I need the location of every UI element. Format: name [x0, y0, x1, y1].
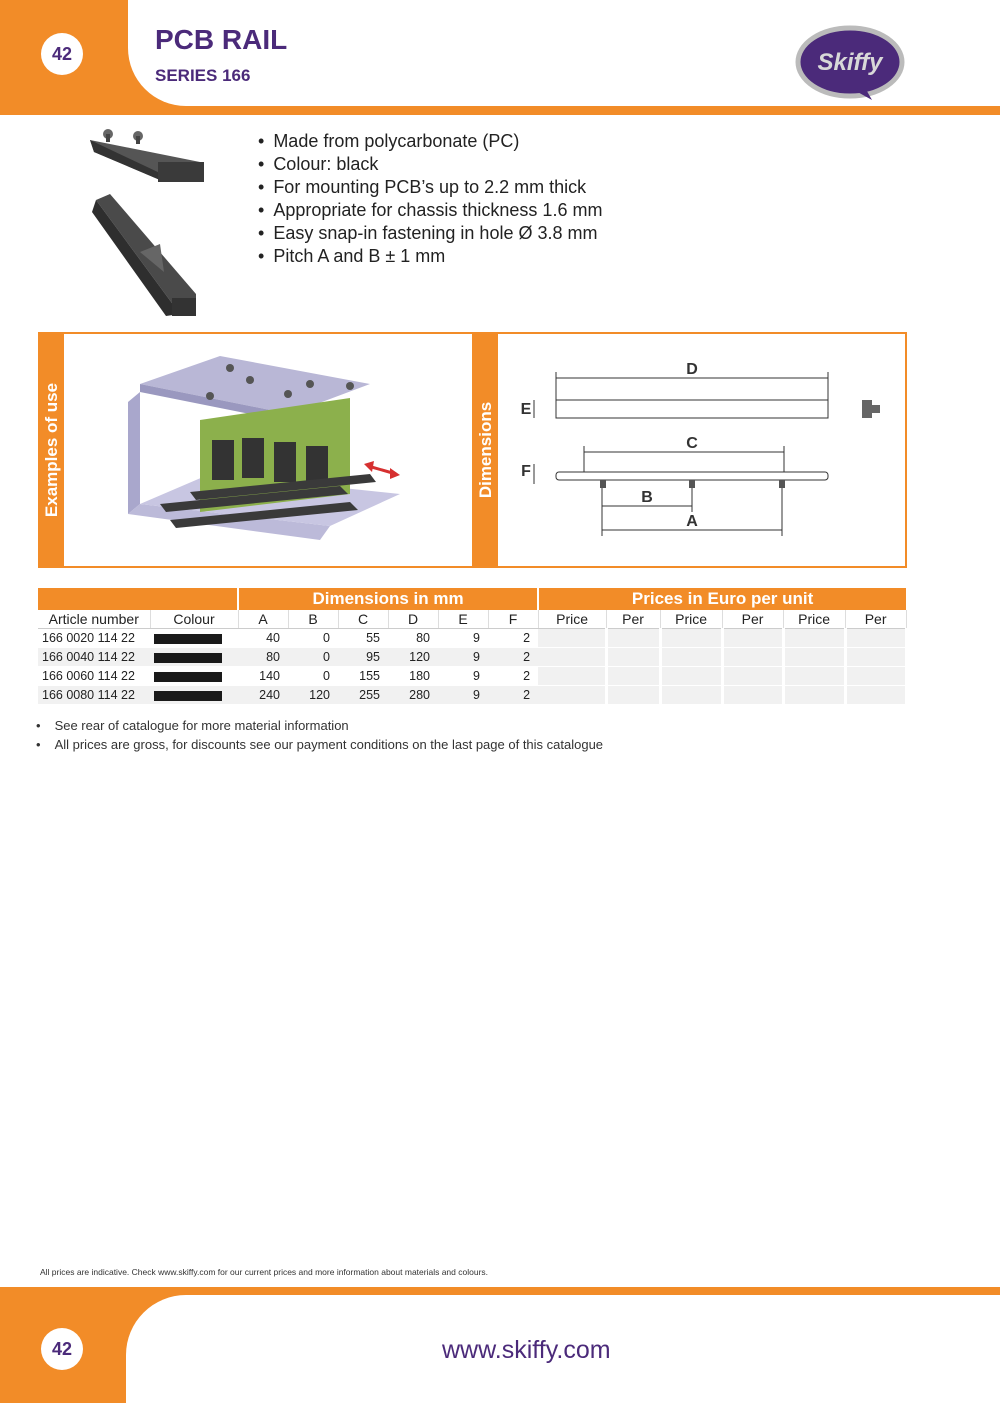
per-cell [606, 686, 660, 705]
col-header-c: C [338, 610, 388, 629]
product-image [80, 122, 210, 327]
dim-c: 55 [338, 629, 388, 648]
dim-label-b: B [641, 489, 653, 506]
feature-item: • Colour: black [258, 153, 602, 176]
dim-c: 95 [338, 648, 388, 667]
dim-b: 120 [288, 686, 338, 705]
page-subtitle: SERIES 166 [155, 66, 251, 85]
col-header-article: Article number [38, 610, 150, 629]
feature-item: • For mounting PCB’s up to 2.2 mm thick [258, 176, 602, 199]
price-cell [783, 667, 845, 686]
table-row [38, 629, 906, 648]
dim-d: 280 [388, 686, 438, 705]
footer-url-link[interactable]: www.skiffy.com [442, 1336, 611, 1364]
per-cell [606, 667, 660, 686]
col-header-per: Per [845, 610, 906, 629]
colour-swatch [150, 629, 238, 648]
article-number: 166 0060 114 22 [38, 667, 150, 686]
col-header-b: B [288, 610, 338, 629]
dim-a: 80 [238, 648, 288, 667]
feature-item: • Made from polycarbonate (PC) [258, 130, 602, 153]
product-table [38, 588, 908, 705]
price-cell [783, 629, 845, 648]
per-cell [722, 686, 783, 705]
dim-label-e: E [520, 401, 532, 418]
col-header-a: A [238, 610, 288, 629]
feature-item: • Easy snap-in fastening in hole Ø 3.8 mm [258, 222, 602, 245]
article-number: 166 0080 114 22 [38, 686, 150, 705]
per-cell [845, 629, 906, 648]
dim-e: 9 [438, 667, 488, 686]
per-cell [845, 648, 906, 667]
dim-f: 2 [488, 686, 538, 705]
dimension-drawing [504, 354, 894, 554]
examples-label: Examples of use [42, 382, 61, 518]
col-header-price: Price [783, 610, 845, 629]
feature-item: • Appropriate for chassis thickness 1.6 mm [258, 199, 602, 222]
dim-d: 120 [388, 648, 438, 667]
article-number: 166 0020 114 22 [38, 629, 150, 648]
per-cell [722, 648, 783, 667]
page-title: PCB RAIL [155, 24, 288, 55]
disclaimer: All prices are indicative. Check www.skiffy.com for our current prices and more information about materials and colours. [40, 1267, 489, 1277]
note-item: • See rear of catalogue for more material information [36, 716, 603, 735]
dim-f: 2 [488, 667, 538, 686]
note-item: • All prices are gross, for discounts see our payment conditions on the last page of this catalogue [36, 735, 603, 754]
price-cell [660, 667, 722, 686]
table-row [38, 686, 906, 705]
dim-e: 9 [438, 686, 488, 705]
dim-label-f: F [521, 463, 531, 480]
header-spacer [38, 588, 238, 610]
price-cell [538, 686, 606, 705]
colour-swatch [150, 648, 238, 667]
dim-b: 0 [288, 648, 338, 667]
page-number-badge: 42 [41, 33, 83, 75]
dimensions-group-header: Dimensions in mm [238, 588, 538, 610]
dim-a: 240 [238, 686, 288, 705]
feature-item: • Pitch A and B ± 1 mm [258, 245, 602, 268]
col-header-d: D [388, 610, 438, 629]
prices-group-header: Prices in Euro per unit [538, 588, 906, 610]
col-header-per: Per [606, 610, 660, 629]
dimensions-label: Dimensions [476, 401, 495, 499]
footer-page-number: 42 [41, 1328, 83, 1370]
price-cell [538, 629, 606, 648]
dimensions-tab [474, 334, 498, 566]
per-cell [606, 648, 660, 667]
table-row [38, 667, 906, 686]
col-header-price: Price [538, 610, 606, 629]
price-cell [783, 648, 845, 667]
dim-b: 0 [288, 667, 338, 686]
examples-tab [40, 334, 64, 566]
dim-label-d: D [686, 361, 698, 378]
dim-a: 140 [238, 667, 288, 686]
dim-label-c: C [686, 435, 698, 452]
article-number: 166 0040 114 22 [38, 648, 150, 667]
example-illustration [100, 344, 450, 554]
per-cell [845, 686, 906, 705]
dim-a: 40 [238, 629, 288, 648]
dim-f: 2 [488, 648, 538, 667]
table-row [38, 648, 906, 667]
col-header-e: E [438, 610, 488, 629]
col-header-colour: Colour [150, 610, 238, 629]
dim-d: 80 [388, 629, 438, 648]
dim-b: 0 [288, 629, 338, 648]
dim-e: 9 [438, 648, 488, 667]
per-cell [722, 629, 783, 648]
dimensions-panel [472, 332, 907, 568]
col-header-price: Price [660, 610, 722, 629]
dim-label-a: A [686, 513, 698, 530]
dim-f: 2 [488, 629, 538, 648]
price-cell [783, 686, 845, 705]
col-header-per: Per [722, 610, 783, 629]
dim-e: 9 [438, 629, 488, 648]
colour-swatch [150, 686, 238, 705]
dim-c: 255 [338, 686, 388, 705]
price-cell [538, 667, 606, 686]
price-cell [660, 686, 722, 705]
logo-text: Skiffy [817, 49, 883, 76]
per-cell [845, 667, 906, 686]
per-cell [722, 667, 783, 686]
skiffy-logo[interactable] [794, 20, 910, 105]
colour-swatch [150, 667, 238, 686]
dim-c: 155 [338, 667, 388, 686]
per-cell [606, 629, 660, 648]
price-cell [660, 629, 722, 648]
price-cell [660, 648, 722, 667]
notes-list [36, 716, 603, 754]
price-cell [538, 648, 606, 667]
feature-list [258, 130, 602, 268]
col-header-f: F [488, 610, 538, 629]
dim-d: 180 [388, 667, 438, 686]
examples-panel [38, 332, 474, 568]
